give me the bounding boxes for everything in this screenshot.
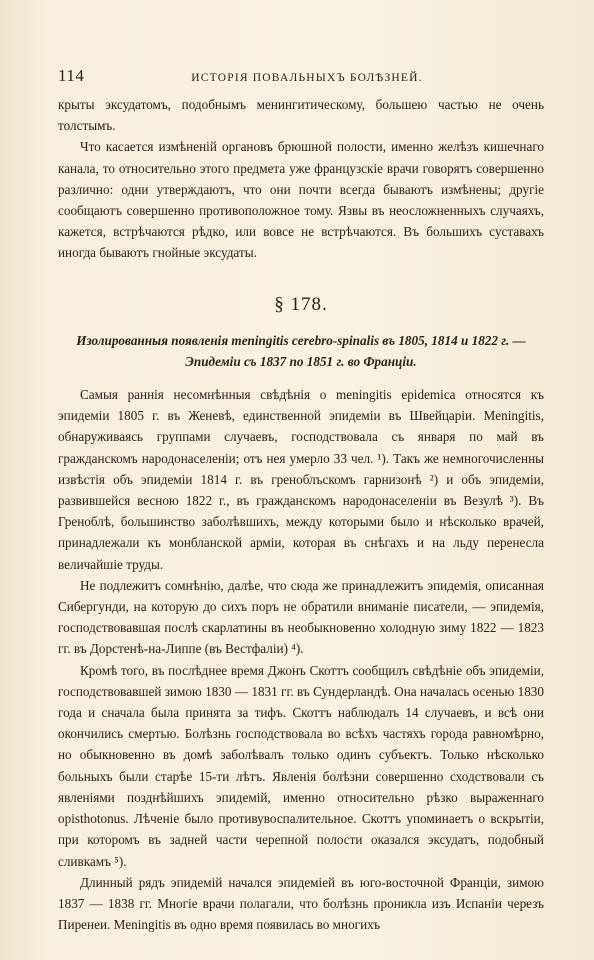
paragraph-sunderland-epidemic: Кромѣ того, въ послѣднее время Джонъ Скоттъ сообщилъ свѣдѣніе объ эпидеміи, господствовавшей зимою 1830 — 1831 гг. въ Сундерландѣ. Она началась осенью 1830 года и сначала была принята за тифъ. Скоттъ наблюдалъ 14 случаевъ, и всѣ они окончились смертью. Болѣзнь господствовала во всѣхъ частяхъ города равномѣрно, но обыкновенно въ домѣ заболѣвалъ только одинъ субъектъ. Только нѣсколько больныхъ были старѣе 15-ти лѣтъ. Явленія болѣзни совершенно сходствовали съ явленіями позднѣйшихъ эпидемій, именно относительно рѣзко выраженнаго opisthotonus. Лѣченіе было противувоспалительное. Скоттъ упоминаетъ о вскрытіи, при которомъ въ задней части черепной полости оказался эксудатъ, подобный сливкамъ ⁵).	[58, 662, 544, 869]
paragraph-continued: крыты эксудатомъ, подобнымъ менингитическому, большею частью не очень толстымъ.	[58, 97, 544, 134]
paragraph-dorsten-epidemic: Не подлежитъ сомнѣнію, далѣе, что сюда же принадлежитъ эпидемія, описанная Сибергунди, на которую до сихъ поръ не обратили вниманіе писатели, — эпидемія, господствовавшая послѣ скарлатины въ необыкновенно холодную зиму 1822 — 1823 гг. въ Дорстенѣ-на-Липпе (въ Вестфаліи) ⁴).	[58, 577, 544, 657]
section-number: § 178.	[274, 293, 328, 315]
paragraph-france-epidemics: Длинный рядъ эпидемій начался эпидеміей въ юго-восточной Франціи, зимою 1837 — 1838 гг. Многіе врачи полагали, что болѣзнь проникла изъ Испаніи черезъ Пиренеи. Meningitis въ одно время появилась во многихъ	[58, 874, 544, 933]
section-title: Изолированныя появленія meningitis cerebro-spinalis въ 1805, 1814 и 1822 г. — Эпидеміи съ 1837 по 1851 г. во Франціи.	[76, 332, 526, 369]
paragraph-early-reports: Самыя раннія несомнѣнныя свѣдѣнія о meningitis epidemica относятся къ эпидеміи 1805 г. въ Женевѣ, единственной эпидеміи въ Швейцаріи. Meningitis, обнаруживаясь группами случаевъ, господствовала съ января по май въ гражданскомъ народонаселеніи; отъ нея умерло 33 чел. ¹). Такъ же немногочисленны извѣстія объ эпидеміи 1814 г. въ греноблъскомъ гарнизонѣ ²) и объ эпидеміи, развившейся весною 1822 г., въ гражданскомъ народонаселеніи въ Везулѣ ³). Въ Греноблѣ, большинство заболѣвшихъ, между которыми было и нѣсколько врачей, принадлежали къ монбланской арміи, которая въ снѣгахъ и на льду перенесла величайшіе труды.	[58, 387, 544, 572]
running-title: ИСТОРІЯ ПОВАЛЬНЫХЪ БОЛѢЗНЕЙ.	[191, 72, 423, 84]
page-number: 114	[58, 66, 85, 85]
page-header	[58, 66, 544, 88]
paragraph-abdominal-organs: Что касается измѣненій органовъ брюшной полости, именно желѣзъ кишечнаго канала, то относительно этого предмета уже французскіе врачи говорятъ совершенно различно: одни утверждаютъ, что они почти всегда бываютъ измѣнены; другіе сообщаютъ совершенно противоположное тому. Язвы въ неосложненныхъ случаяхъ, кажется, встрѣчаются рѣдко, или вовсе не встрѣчаются. Въ большихъ суставахъ иногда бываютъ гнойные эксудаты.	[58, 139, 544, 261]
